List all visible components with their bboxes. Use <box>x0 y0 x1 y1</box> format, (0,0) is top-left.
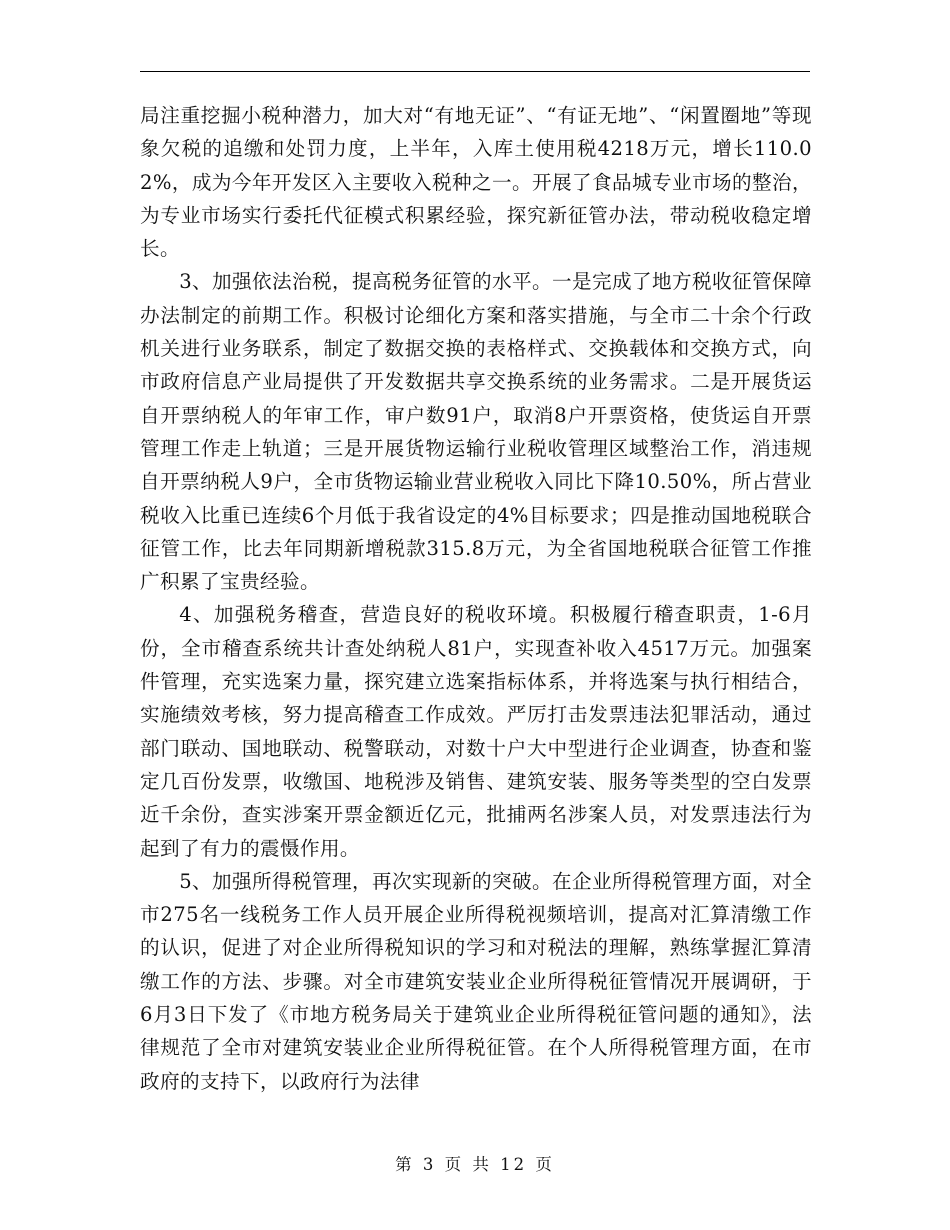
page-number-footer: 第 3 页 共 12 页 <box>395 1155 555 1174</box>
paragraph-continuation: 局注重挖掘小税种潜力，加大对“有地无证”、“有证无地”、“闲置圈地”等现象欠税的追缴和处罚力度，上半年，入库土使用税4218万元，增长110.02%，成为今年开发区入主要收入税种之一。开展了食品城专业市场的整治，为专业市场实行委托代征模式积累经验，探究新征管办法，带动税收稳定增长。 <box>140 104 812 261</box>
document-body <box>140 99 812 1098</box>
header-rule <box>140 71 810 72</box>
paragraph-item-5: 5、加强所得税管理，再次实现新的突破。在企业所得税管理方面，对全市275名一线税务工作人员开展企业所得税视频培训，提高对汇算清缴工作的认识，促进了对企业所得税知识的学习和对税法的理解，熟练掌握汇算清缴工作的方法、步骤。对全市建筑安装业企业所得税征管情况开展调研，于6月3日下发了《市地方税务局关于建筑业企业所得税征管问题的通知》，法律规范了全市对建筑安装业企业所得税征管。在个人所得税管理方面，在市政府的支持下，以政府行为法律 <box>140 869 812 1093</box>
paragraph-item-4: 4、加强税务稽查，营造良好的税收环境。积极履行稽查职责，1-6月份，全市稽查系统共计查处纳税人81户，实现查补收入4517万元。加强案件管理，充实选案力量，探究建立选案指标体系，并将选案与执行相结合，实施绩效考核，努力提高稽查工作成效。严厉打击发票违法犯罪活动，通过部门联动、国地联动、税警联动，对数十户大中型进行企业调查，协查和鉴定几百份发票，收缴国、地税涉及销售、建筑安装、服务等类型的空白发票近千余份，查实涉案开票金额近亿元，批捕两名涉案人员，对发票违法行为起到了有力的震慑作用。 <box>140 603 812 860</box>
paragraph-item-3: 3、加强依法治税，提高税务征管的水平。一是完成了地方税收征管保障办法制定的前期工作。积极讨论细化方案和落实措施，与全市二十余个行政机关进行业务联系，制定了数据交换的表格样式、交换载体和交换方式，向市政府信息产业局提供了开发数据共享交换系统的业务需求。二是开展货运自开票纳税人的年审工作，审户数91户，取消8户开票资格，使货运自开票管理工作走上轨道；三是开展货物运输行业税收管理区域整治工作，消违规自开票纳税人9户，全市货物运输业营业税收入同比下降10.50%，所占营业税收入比重已连续6个月低于我省设定的4%目标要求；四是推动国地税联合征管工作，比去年同期新增税款315.8万元，为全省国地税联合征管工作推广积累了宝贵经验。 <box>140 270 812 594</box>
